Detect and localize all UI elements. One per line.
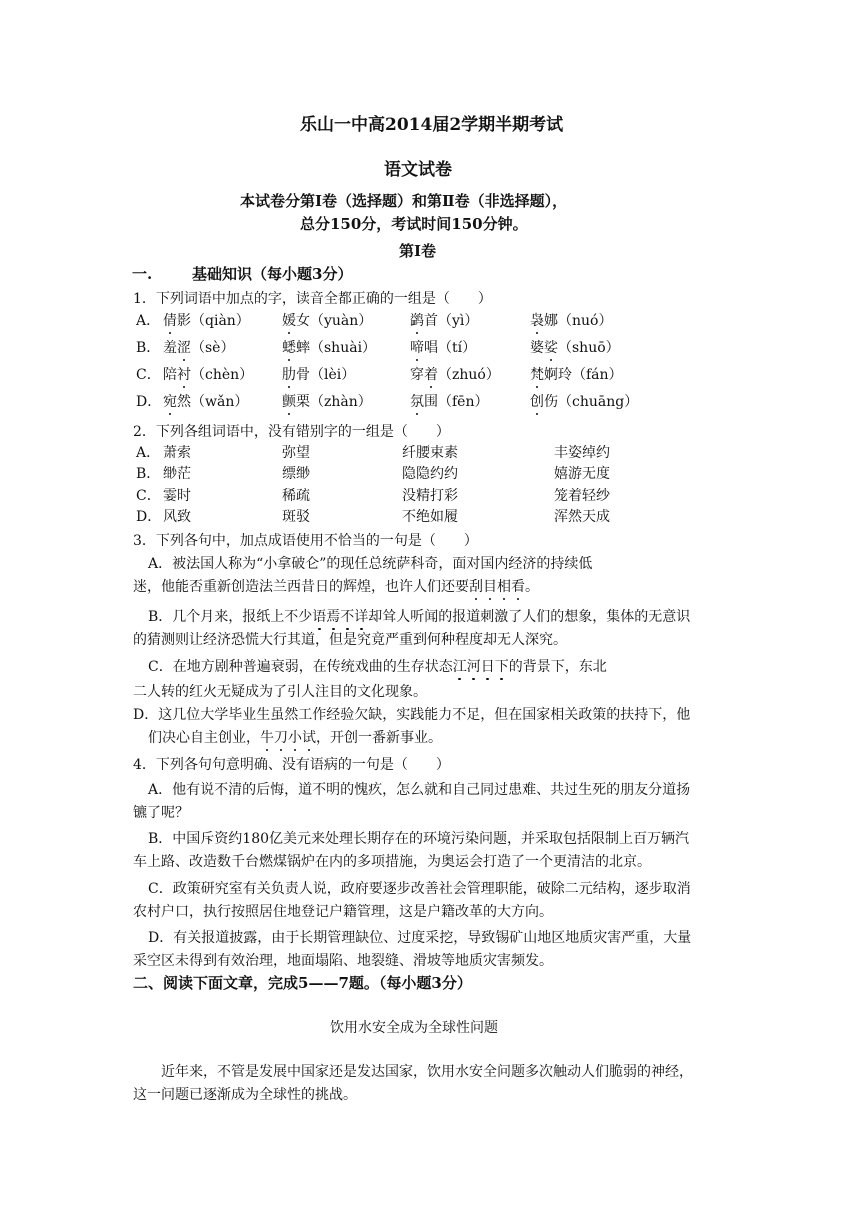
q1-option-word xyxy=(163,366,253,384)
q2-option-word: 弥望 xyxy=(282,445,310,461)
q1-word-post: （chèn） xyxy=(191,367,254,383)
q1-word-dotted-char: 袅 xyxy=(530,313,544,329)
q1-option-word xyxy=(530,393,638,411)
article-para1-line1: 近年来，不管是发展中国家还是发达国家，饮用水安全问题多次触动人们脆弱的神经， xyxy=(161,1064,693,1080)
q1-option-word xyxy=(163,393,248,411)
q3-option-b-line1 xyxy=(148,608,690,626)
q1-option-word xyxy=(282,366,355,384)
q3-option-a-line1: A．被法国人称为“小拿破仑”的现任总统萨科奇，面对国内经济的持续低 xyxy=(148,556,593,572)
q3-option-c-line2: 二人转的红火无疑成为了引人注目的文化现象。 xyxy=(133,684,427,700)
q1-word-post: 骨（lèi） xyxy=(296,367,356,383)
q1-word-post: 围（fēn） xyxy=(424,394,489,410)
q1-word-dotted-char: 鹢 xyxy=(410,313,424,329)
section2-heading: 二、阅读下面文章，完成5——7题。（每小题3分） xyxy=(133,974,472,992)
q2-option-word: 没精打彩 xyxy=(402,488,458,504)
q1-word-dotted-char: 媛 xyxy=(282,313,296,329)
q4-option-b-line1: B．中国斥资约180亿美元来处理长期存在的环境污染问题，并采取包括限制上百万辆汽 xyxy=(148,831,690,847)
q1-option-word xyxy=(530,366,623,384)
q2-option-word: 纤腰束素 xyxy=(402,445,458,461)
q1-word-dotted-char: 氛 xyxy=(410,394,424,410)
q1-option-label: B． xyxy=(136,340,161,356)
q1-word-post: 女（yuàn） xyxy=(296,313,373,329)
q1-option-word xyxy=(163,312,250,330)
q4-option-c-line2: 农村户口，执行按照居住地登记户籍管理，这是户籍改革的大方向。 xyxy=(133,904,553,920)
q4-option-d-line2: 采空区未得到有效治理，地面塌陷、地裂缝、滑坡等地质灾害频发。 xyxy=(133,953,553,969)
q3-d2-post: ，开创一番新事业。 xyxy=(316,730,442,746)
q3-a2-pre: 迷，他能否重新创造法兰西昔日的辉煌，也许人们还要 xyxy=(133,579,469,595)
q1-word-dotted-char: 娑 xyxy=(544,340,558,356)
q2-option-label: B． xyxy=(136,466,161,482)
q2-option-word: 浑然天成 xyxy=(554,509,610,525)
q1-word-pre: 穿 xyxy=(410,367,424,383)
q1-word-post: 蟀（shuài） xyxy=(296,340,377,356)
volume-heading: 第Ⅰ卷 xyxy=(399,242,437,260)
q2-option-label: A． xyxy=(136,445,161,461)
q1-word-pre: 婆 xyxy=(530,340,544,356)
q1-word-post: 娜（nuó） xyxy=(544,313,613,329)
q1-word-post: 唱（tí） xyxy=(424,340,477,356)
q3-c-idiom: 江河日下 xyxy=(452,659,509,675)
q4-option-d-line1: D．有关报道披露，由于长期管理缺位、过度采挖，导致锡矿山地区地质灾害严重，大量 xyxy=(148,930,692,946)
q1-option-word xyxy=(282,393,372,411)
q2-option-word: 缈茫 xyxy=(163,466,191,482)
q3-stem: 3．下列各句中，加点成语使用不恰当的一句是（ ） xyxy=(133,533,478,549)
q2-option-label: D． xyxy=(136,509,162,525)
q3-a-idiom: 刮目相看 xyxy=(469,579,525,595)
q1-word-post: 婀玲（fán） xyxy=(544,367,623,383)
q1-word-post: 影（qiàn） xyxy=(177,313,250,329)
q1-option-word xyxy=(282,312,372,330)
q1-option-word xyxy=(410,339,476,357)
q2-option-word: 嬉游无度 xyxy=(554,466,610,482)
q3-option-c-line1 xyxy=(148,658,607,676)
q1-option-word xyxy=(530,312,612,330)
q2-option-word: 斑驳 xyxy=(282,509,310,525)
article-title: 饮用水安全成为全球性问题 xyxy=(330,1020,498,1036)
q2-option-word: 不绝如履 xyxy=(402,509,458,525)
section1-heading: 基础知识（每小题3分） xyxy=(192,265,353,283)
q1-word-pre: 陪 xyxy=(163,367,177,383)
q2-option-word: 稀疏 xyxy=(282,488,310,504)
q4-option-a-line1: A．他有说不清的后悔，道不明的愧疚，怎么就和自己同过患难、共过生死的朋友分道扬 xyxy=(148,782,691,798)
exam-note-line1: 本试卷分第Ⅰ卷（选择题）和第Ⅱ卷（非选择题）， xyxy=(240,192,568,210)
q1-option-label: A． xyxy=(136,313,161,329)
exam-note-line2: 总分150分，考试时间150分钟。 xyxy=(300,215,528,233)
q2-option-word: 风致 xyxy=(163,509,191,525)
q3-b1-pre: B．几个月来，报纸上不少 xyxy=(148,609,313,625)
q1-word-post: 伤（chuāng） xyxy=(544,394,639,410)
q1-option-word xyxy=(410,393,488,411)
q1-word-dotted-char: 着 xyxy=(424,367,438,383)
q4-option-a-line2: 镳了呢？ xyxy=(133,805,189,821)
q4-option-c-line1: C．政策研究室有关负责人说，政府要逐步改善社会管理职能，破除二元结构，逐步取消 xyxy=(148,881,691,897)
q2-option-word: 缥缈 xyxy=(282,466,310,482)
q1-word-dotted-char: 宛 xyxy=(163,394,177,410)
q2-option-word: 霎时 xyxy=(163,488,191,504)
q4-option-b-line2: 车上路、改造数千台燃煤锅炉在内的多项措施，为奥运会打造了一个更清洁的北京。 xyxy=(133,854,651,870)
q2-option-word: 笼着轻纱 xyxy=(554,488,610,504)
q1-option-word xyxy=(163,339,234,357)
q1-word-dotted-char: 衬 xyxy=(177,367,191,383)
q2-option-label: C． xyxy=(136,488,161,504)
q1-word-dotted-char: 倩 xyxy=(163,313,177,329)
q1-option-word xyxy=(410,312,478,330)
q1-word-post: （sè） xyxy=(191,340,235,356)
q2-stem: 2．下列各组词语中，没有错别字的一组是（ ） xyxy=(133,424,450,440)
q2-option-word: 萧索 xyxy=(163,445,191,461)
q1-option-word xyxy=(410,366,500,384)
q1-word-dotted-char: 创 xyxy=(530,394,544,410)
q3-option-d-line1: D．这几位大学毕业生虽然工作经验欠缺，实践能力不足，但在国家相关政策的扶持下，他 xyxy=(133,707,691,723)
article-para1-line2: 这一问题已逐渐成为全球性的挑战。 xyxy=(133,1087,357,1103)
q1-option-label: D． xyxy=(136,394,162,410)
q1-word-post: （zhuó） xyxy=(438,367,500,383)
q1-word-dotted-char: 梵 xyxy=(530,367,544,383)
q3-option-d-line2 xyxy=(148,729,442,747)
q1-word-dotted-char: 颤 xyxy=(282,394,296,410)
q1-option-label: C． xyxy=(136,367,161,383)
q3-option-b-line2: 的猜测则让经济恐慌大行其道，但是究竟严重到何种程度却无人深究。 xyxy=(133,632,567,648)
q3-option-a-line2 xyxy=(133,578,539,596)
q3-c1-post: 的背景下，东北 xyxy=(508,659,607,675)
q1-stem: 1．下列词语中加点的字，读音全都正确的一组是（ ） xyxy=(133,291,492,307)
exam-title: 乐山一中高2014届2学期半期考试 xyxy=(300,115,564,135)
q4-stem: 4．下列各句句意明确、没有语病的一句是（ ） xyxy=(133,757,450,773)
q1-word-post: 栗（zhàn） xyxy=(296,394,372,410)
q1-word-pre: 羞 xyxy=(163,340,177,356)
q1-word-dotted-char: 蟋 xyxy=(282,340,296,356)
q1-word-post: （shuō） xyxy=(558,340,620,356)
q2-option-word: 丰姿绰约 xyxy=(554,445,610,461)
q1-word-dotted-char: 肋 xyxy=(282,367,296,383)
q3-d2-pre: 们决心自主创业， xyxy=(148,730,260,746)
q1-option-word xyxy=(530,339,620,357)
q1-word-dotted-char: 涩 xyxy=(177,340,191,356)
section1-number: 一. xyxy=(132,265,153,283)
q1-word-post: 首（yì） xyxy=(424,313,479,329)
q3-a2-post: 。 xyxy=(525,579,539,595)
q1-option-word xyxy=(282,339,376,357)
q3-d-idiom: 牛刀小试 xyxy=(260,730,316,746)
q3-b-idiom: 语焉不详 xyxy=(312,609,369,625)
q3-b1-post: 却耸人听闻的报道刺激了人们的想象，集体的无意识 xyxy=(368,609,691,625)
q1-word-dotted-char: 啼 xyxy=(410,340,424,356)
q2-option-word: 隐隐约约 xyxy=(402,466,458,482)
exam-subtitle: 语文试卷 xyxy=(384,160,452,180)
q3-c1-pre: C．在地方剧种普遍衰弱，在传统戏曲的生存状态 xyxy=(148,659,453,675)
q1-word-post: 然（wǎn） xyxy=(177,394,249,410)
